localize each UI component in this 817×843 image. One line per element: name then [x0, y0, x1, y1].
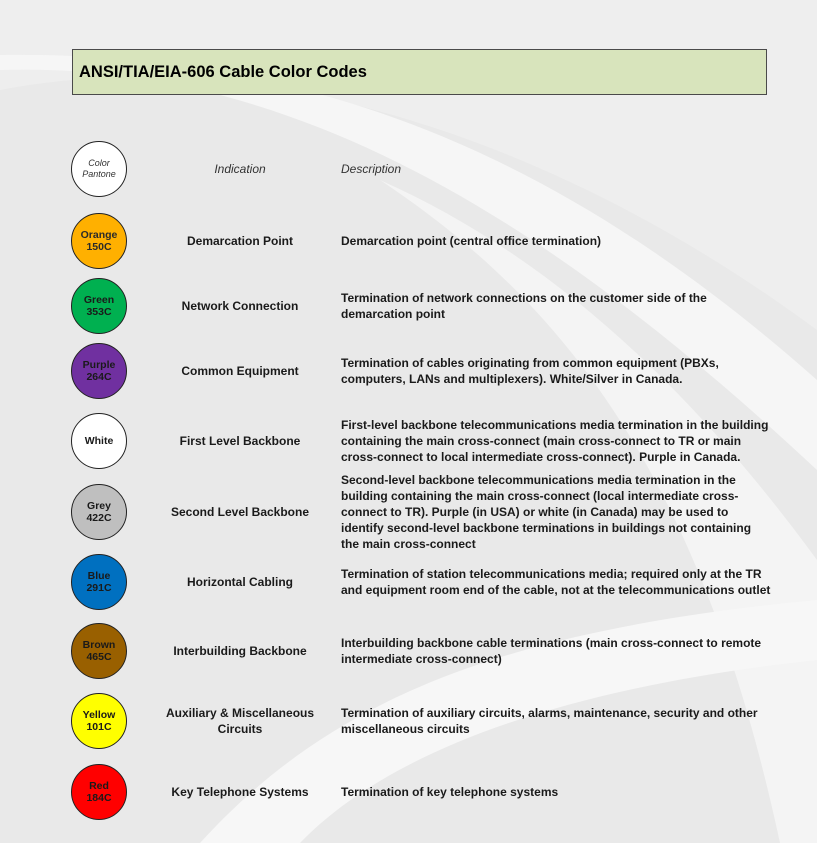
indication-text: Interbuilding Backbone: [173, 644, 307, 658]
description-text: Termination of cables originating from common equipment (PBXs, computers, LANs and multiplexers). White/Silver in Canada.: [341, 356, 719, 386]
color-swatch-brown: [71, 623, 127, 679]
pantone-code: 291C: [86, 582, 112, 594]
description-text: Termination of key telephone systems: [341, 785, 559, 799]
indication-text: Auxiliary & Miscellaneous Circuits: [165, 706, 315, 736]
color-swatch-blue: [71, 554, 127, 610]
indication-text: Demarcation Point: [186, 234, 294, 248]
color-name: Red: [89, 780, 109, 792]
color-name: Grey: [87, 500, 111, 512]
color-swatch-grey: [71, 484, 127, 540]
color-name: Purple: [82, 359, 116, 371]
color-swatch-yellow: [71, 693, 127, 749]
description-header: Description: [341, 162, 402, 176]
description-text: Interbuilding backbone cable terminations (main cross-connect to remote intermediate cross-connect): [341, 636, 762, 666]
color-swatch-white: [71, 413, 127, 469]
pantone-code: 150C: [86, 241, 112, 253]
color-name: Green: [83, 294, 115, 306]
description-text: Termination of auxiliary circuits, alarms, maintenance, security and other miscellaneous circuits: [341, 706, 758, 736]
color-swatch-purple: [71, 343, 127, 399]
indication-header: Indication: [214, 162, 266, 176]
description-text: First-level backbone telecommunications media termination in the building containing the main cross-connect (main cross-connect to TR or main cross-connect to local intermediate cross-connect). Purple in Canada.: [341, 418, 769, 464]
color-swatch-green: [71, 278, 127, 334]
legend-circle: [71, 141, 127, 197]
description-text: Termination of network connections on the customer side of the demarcation point: [341, 291, 707, 321]
indication-text: Key Telephone Systems: [171, 785, 309, 799]
pantone-code: 353C: [86, 306, 112, 318]
description-text: Second-level backbone telecommunications media termination in the building containing the main cross-connect (local intermediate cross-connect to TR). Purple (in USA) or white (in Canada) may be used to identify second-level backbone terminations in buildings not containing the main cross-connect: [341, 473, 752, 551]
pantone-code: 101C: [86, 721, 112, 733]
pantone-code: 264C: [86, 371, 112, 383]
color-swatch-red: [71, 764, 127, 820]
color-name: Orange: [80, 229, 118, 241]
indication-text: Common Equipment: [181, 364, 299, 378]
title-banner: [72, 49, 767, 95]
color-name: Blue: [87, 570, 111, 582]
indication-text: First Level Backbone: [179, 434, 301, 448]
color-name: Yellow: [82, 709, 116, 721]
legend-color-label: Color: [88, 158, 110, 168]
pantone-code: 184C: [86, 792, 112, 804]
color-name: White: [84, 435, 114, 447]
color-swatch-orange: [71, 213, 127, 269]
pantone-code: 422C: [86, 512, 112, 524]
indication-text: Second Level Backbone: [170, 505, 310, 519]
color-name: Brown: [82, 639, 116, 651]
pantone-code: 465C: [86, 651, 112, 663]
legend-pantone-label: Pantone: [82, 169, 116, 179]
page-title: ANSI/TIA/EIA-606 Cable Color Codes: [79, 62, 367, 81]
description-text: Demarcation point (central office termination): [341, 234, 602, 248]
indication-text: Network Connection: [181, 299, 299, 313]
indication-text: Horizontal Cabling: [187, 575, 293, 589]
description-text: Termination of station telecommunications media; required only at the TR and equipment room end of the cable, not at the telecommunications outlet: [341, 567, 771, 597]
